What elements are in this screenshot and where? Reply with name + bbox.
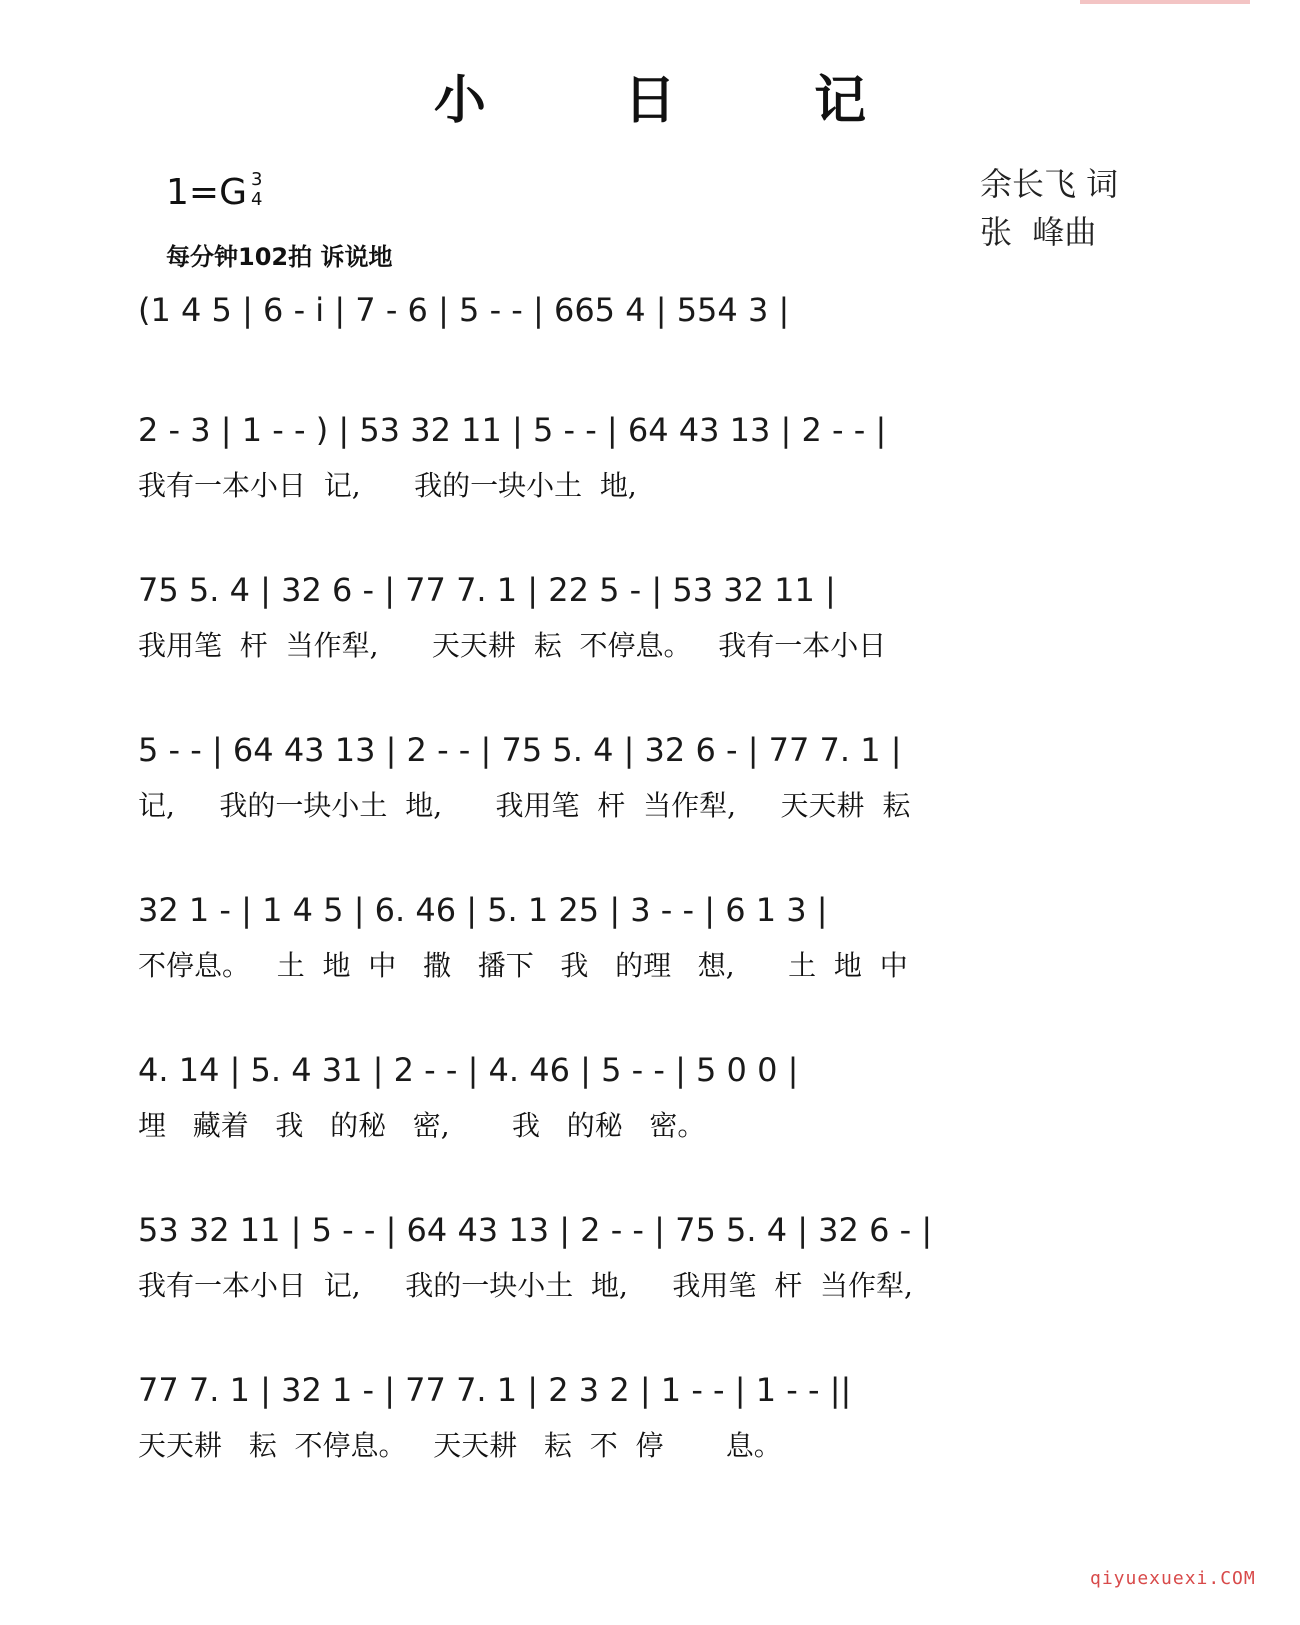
lyrics-text: 埋 藏着 我 的秘 密, 我 的秘 密。 bbox=[138, 1109, 706, 1142]
lyrics-row bbox=[138, 944, 1178, 984]
watermark: qiyuexuexi.COM bbox=[1090, 1568, 1256, 1589]
composer-credit: 张 峰曲 bbox=[980, 213, 1097, 251]
notation-text: 4. 14 | 5. 4 31 | 2 - - | 4. 46 | 5 - - | 5 0 0 | bbox=[138, 1051, 799, 1089]
lyrics-text: 我有一本小日 记, 我的一块小土 地, bbox=[138, 469, 637, 502]
notation-row bbox=[138, 1362, 1178, 1418]
lyrics-row bbox=[138, 1424, 1178, 1464]
notation-row bbox=[138, 282, 1178, 338]
lyricist-credit: 余长飞 词 bbox=[980, 165, 1119, 203]
lyrics-text: 我用笔 杆 当作犁, 天天耕 耘 不停息。 我有一本小日 bbox=[138, 629, 887, 662]
notation-text: 77 7. 1 | 32 1 - | 77 7. 1 | 2 3 2 | 1 - - | 1 - - || bbox=[138, 1371, 852, 1409]
lyrics-text: 天天耕 耘 不停息。 天天耕 耘 不 停 息。 bbox=[138, 1429, 782, 1462]
lyrics-row bbox=[138, 464, 1178, 504]
notation-row bbox=[138, 1042, 1178, 1098]
time-signature: 3 4 bbox=[250, 169, 263, 210]
notation-row bbox=[138, 1202, 1178, 1258]
lyrics-row bbox=[138, 1264, 1178, 1304]
lyrics-text: 我有一本小日 记, 我的一块小土 地, 我用笔 杆 当作犁, bbox=[138, 1269, 913, 1302]
notation-row bbox=[138, 882, 1178, 938]
notation-text: 53 32 11 | 5 - - | 64 43 13 | 2 - - | 75 5. 4 | 32 6 - | bbox=[138, 1211, 933, 1249]
lyrics-row bbox=[138, 624, 1178, 664]
lyrics-row bbox=[138, 1104, 1178, 1144]
notation-text: 5 - - | 64 43 13 | 2 - - | 75 5. 4 | 32 6 - | 77 7. 1 | bbox=[138, 731, 902, 769]
notation-row bbox=[138, 402, 1178, 458]
notation-row bbox=[138, 562, 1178, 618]
lyrics-row bbox=[138, 784, 1178, 824]
notation-row bbox=[138, 722, 1178, 778]
notation-text: 32 1 - | 1 4 5 | 6. 46 | 5. 1 25 | 3 - - | 6 1 3 | bbox=[138, 891, 828, 929]
top-edge-mark bbox=[1080, 0, 1250, 4]
notation-text: 75 5. 4 | 32 6 - | 77 7. 1 | 22 5 - | 53 32 11 | bbox=[138, 571, 836, 609]
key-signature bbox=[166, 169, 263, 214]
song-title: 小 日 记 bbox=[433, 70, 927, 131]
lyrics-row bbox=[138, 344, 1178, 384]
notation-text: (1 4 5 | 6 - i | 7 - 6 | 5 - - | 665 4 | 554 3 | bbox=[138, 291, 790, 329]
key-label: 1=G bbox=[166, 172, 247, 213]
credits bbox=[980, 160, 1118, 256]
tempo-marking: 每分钟102拍 诉说地 bbox=[166, 243, 393, 271]
notation-text: 2 - 3 | 1 - - ) | 53 32 11 | 5 - - | 64 43 13 | 2 - - | bbox=[138, 411, 887, 449]
lyrics-text: 记, 我的一块小土 地, 我用笔 杆 当作犁, 天天耕 耘 bbox=[138, 789, 911, 822]
lyrics-text: 不停息。 土 地 中 撒 播下 我 的理 想, 土 地 中 bbox=[138, 949, 908, 982]
